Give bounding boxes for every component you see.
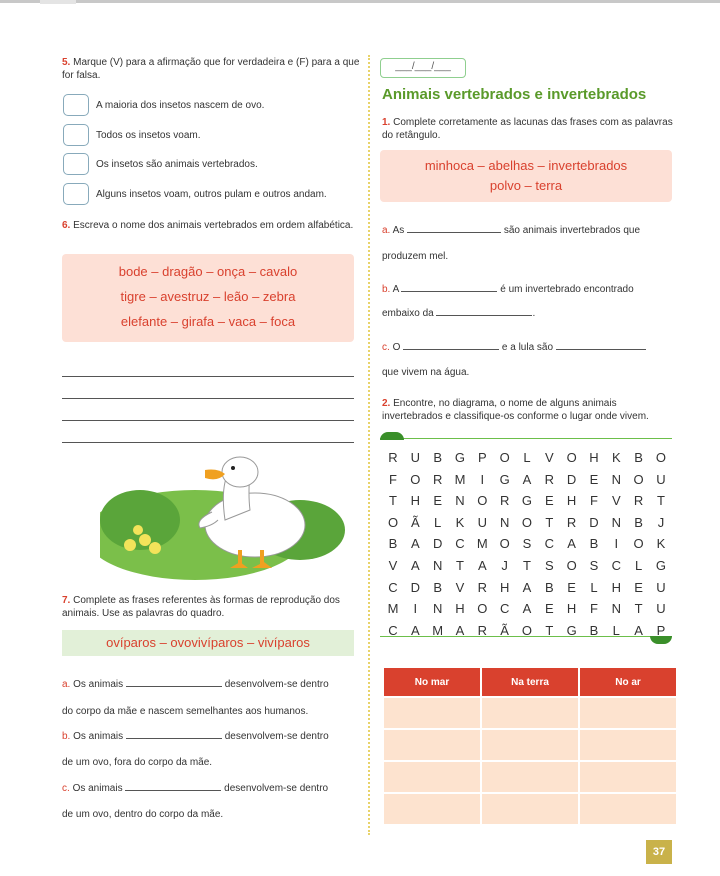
grid-letter[interactable]: C xyxy=(455,536,465,552)
q5-item-1: A maioria dos insetos nascem de ovo. xyxy=(96,100,265,111)
grid-letter[interactable]: J xyxy=(501,557,508,573)
q7-item-a xyxy=(62,678,362,691)
table-cell[interactable] xyxy=(384,762,480,792)
grid-letter[interactable]: K xyxy=(455,514,465,530)
q7-a-letter: a. xyxy=(62,679,71,690)
q1-b-line2: embaixo da . xyxy=(382,308,536,319)
table-cell[interactable] xyxy=(482,762,578,792)
grid-letter[interactable]: A xyxy=(410,557,420,573)
grid-letter[interactable]: K xyxy=(611,450,621,465)
grid-letter[interactable]: U xyxy=(656,471,666,487)
grid-letter[interactable]: M xyxy=(432,622,444,638)
grid-letter[interactable]: A xyxy=(410,536,420,552)
grid-letter[interactable]: E xyxy=(567,579,576,595)
grid-letter[interactable]: M xyxy=(454,471,466,487)
grid-letter[interactable]: N xyxy=(611,514,621,530)
grid-letter[interactable]: T xyxy=(456,557,464,573)
table-header-air: No ar xyxy=(580,668,676,696)
grid-letter[interactable]: O xyxy=(633,471,644,487)
grid-top-line xyxy=(380,438,672,439)
grid-row xyxy=(382,450,672,472)
q6-number: 6. xyxy=(62,220,71,231)
grid-letter[interactable]: O xyxy=(410,471,421,487)
grid-letter[interactable]: I xyxy=(413,601,418,617)
q7-c-end: desenvolvem-se dentro xyxy=(224,783,329,794)
grid-letter[interactable]: O xyxy=(521,622,533,638)
q6-words-2: tigre – avestruz – leão – zebra xyxy=(120,289,296,304)
grid-letter[interactable]: D xyxy=(432,536,443,552)
q1-prompt xyxy=(382,116,674,142)
grid-letter[interactable]: O xyxy=(521,514,533,530)
grid-letter[interactable]: K xyxy=(656,536,666,552)
q5-prompt xyxy=(62,56,362,82)
grid-letter[interactable]: B xyxy=(433,579,442,595)
grid-letter[interactable]: S xyxy=(522,536,532,552)
duck-illustration xyxy=(100,450,350,580)
table-cell[interactable] xyxy=(580,794,676,824)
q1-item-b xyxy=(382,283,674,296)
q6-answer-line-3[interactable] xyxy=(62,420,354,421)
grid-letter[interactable]: J xyxy=(657,514,665,530)
grid-letter[interactable]: F xyxy=(389,471,397,487)
grid-letter[interactable]: N xyxy=(499,514,510,530)
grid-letter[interactable]: N xyxy=(432,601,443,617)
grid-letter[interactable]: B xyxy=(388,536,398,552)
q1-item-a xyxy=(382,224,674,237)
grid-letter[interactable]: D xyxy=(410,579,421,595)
table-cell[interactable] xyxy=(580,698,676,728)
grid-letter[interactable]: E xyxy=(544,601,554,617)
grid-letter[interactable]: B xyxy=(544,579,554,595)
q5-checkbox-4[interactable] xyxy=(63,183,89,205)
q1-number: 1. xyxy=(382,117,391,128)
grid-letter[interactable]: D xyxy=(589,514,599,530)
q1-c-blank-2[interactable] xyxy=(556,349,646,350)
q5-item-4: Alguns insetos voam, outros pulam e outros andam. xyxy=(96,189,327,200)
q1-b-end: é um invertebrado encontrado xyxy=(500,284,634,295)
duck-eye xyxy=(231,466,235,470)
grid-row xyxy=(382,515,672,537)
q1-c-start: O xyxy=(392,342,401,353)
grid-letter[interactable]: L xyxy=(523,450,531,465)
table-cell[interactable] xyxy=(482,730,578,760)
q7-c-blank[interactable] xyxy=(125,790,221,791)
grid-row xyxy=(382,472,672,494)
table-cell[interactable] xyxy=(580,762,676,792)
duck-body xyxy=(205,493,305,557)
grid-letter[interactable]: E xyxy=(544,493,554,509)
q6-answer-line-1[interactable] xyxy=(62,376,354,377)
grid-letter[interactable]: P xyxy=(477,450,487,465)
table-cell[interactable] xyxy=(384,698,480,728)
grid-letter[interactable]: R xyxy=(499,493,510,509)
grid-letter[interactable]: V xyxy=(388,557,398,573)
grid-letter[interactable]: O xyxy=(566,557,577,573)
grid-letter[interactable]: H xyxy=(566,601,577,617)
grid-letter[interactable]: L xyxy=(634,557,643,573)
grid-row xyxy=(382,623,672,645)
q1-item-c xyxy=(382,341,674,354)
grid-letter[interactable]: Ã xyxy=(410,514,420,530)
grid-letter[interactable]: H xyxy=(499,579,510,595)
q7-b-letter: b. xyxy=(62,731,71,742)
grid-letter[interactable]: L xyxy=(590,579,598,595)
grid-letter[interactable]: A xyxy=(567,536,576,552)
grid-letter[interactable]: B xyxy=(433,450,442,465)
q7-b-end: desenvolvem-se dentro xyxy=(224,731,329,742)
duckling-2 xyxy=(139,534,151,546)
grid-letter[interactable]: S xyxy=(589,557,599,573)
q1-b-blank-2[interactable] xyxy=(436,315,532,316)
q5-item-2: Todos os insetos voam. xyxy=(96,130,201,141)
grid-letter[interactable]: S xyxy=(544,557,554,573)
grid-letter[interactable]: U xyxy=(477,514,487,530)
grid-letter[interactable]: E xyxy=(589,471,599,487)
classification-table xyxy=(382,666,678,826)
q1-c-letter: c. xyxy=(382,342,390,353)
grid-letter[interactable]: T xyxy=(545,514,554,530)
grid-letter[interactable]: B xyxy=(589,536,599,552)
duck-head xyxy=(222,457,258,487)
q1-words-1: minhoca – abelhas – invertebrados xyxy=(424,158,628,173)
page-title: Animais vertebrados e invertebrados xyxy=(382,86,647,103)
grid-letter[interactable]: I xyxy=(480,471,485,487)
q7-number: 7. xyxy=(62,595,71,606)
q5-number: 5. xyxy=(62,57,71,68)
q7-item-c xyxy=(62,782,362,795)
grid-letter[interactable]: C xyxy=(499,601,510,617)
q6-answer-line-2[interactable] xyxy=(62,398,354,399)
grid-row xyxy=(382,536,672,558)
grid-letter[interactable]: P xyxy=(656,622,666,638)
table-cell[interactable] xyxy=(384,730,480,760)
grid-letter[interactable]: C xyxy=(388,579,398,595)
grid-letter[interactable]: Ã xyxy=(500,622,509,638)
q7-c-start: Os animais xyxy=(72,783,123,794)
grid-letter[interactable]: T xyxy=(389,493,397,509)
grid-letter[interactable]: C xyxy=(544,536,554,552)
grid-letter[interactable]: F xyxy=(589,601,598,617)
grid-letter[interactable]: T xyxy=(522,557,531,573)
grid-letter[interactable]: A xyxy=(522,579,532,595)
grid-letter[interactable]: V xyxy=(455,579,465,595)
grid-letter[interactable]: C xyxy=(611,557,621,573)
grid-letter[interactable]: V xyxy=(544,450,554,465)
table-cell[interactable] xyxy=(580,730,676,760)
grid-letter[interactable]: E xyxy=(634,579,643,595)
page-number: 37 xyxy=(646,840,672,864)
grid-letter[interactable]: O xyxy=(477,601,488,617)
q5-prompt-text: Marque (V) para a afirmação que for verdadeira e (F) para a que for falsa. xyxy=(62,57,360,81)
q1-word-box xyxy=(380,150,672,202)
grid-letter[interactable]: A xyxy=(522,601,532,617)
table-header-sea: No mar xyxy=(384,668,480,696)
q1-a-start: As xyxy=(392,225,405,236)
q2-prompt xyxy=(382,397,674,423)
grid-letter[interactable]: O xyxy=(387,514,399,530)
grid-top-tab xyxy=(380,432,404,440)
q1-words-2: polvo – terra xyxy=(489,178,563,193)
q7-a-end: desenvolvem-se dentro xyxy=(224,679,329,690)
q6-word-box xyxy=(62,254,354,342)
q7-word-box: ovíparos – ovovivíparos – vivíparos xyxy=(62,630,354,656)
table-header-land: Na terra xyxy=(482,668,578,696)
q6-prompt xyxy=(62,219,356,232)
q1-c-cont: que vivem na água. xyxy=(382,367,470,378)
grid-letter[interactable]: H xyxy=(566,493,577,509)
grid-letter[interactable]: B xyxy=(634,450,643,465)
grid-letter[interactable]: N xyxy=(432,557,443,573)
q5-item-3: Os insetos são animais vertebrados. xyxy=(96,159,258,170)
grid-letter[interactable]: A xyxy=(477,557,487,573)
table-cell[interactable] xyxy=(482,794,578,824)
q7-b-start: Os animais xyxy=(73,731,124,742)
grid-letter[interactable]: H xyxy=(410,493,421,509)
grid-letter[interactable]: H xyxy=(589,450,599,465)
grid-letter[interactable]: E xyxy=(433,493,442,509)
grid-letter[interactable]: R xyxy=(477,622,487,638)
duckling-3 xyxy=(149,542,161,554)
grid-letter[interactable]: N xyxy=(611,471,621,487)
q7-c-letter: c. xyxy=(62,783,70,794)
grid-letter[interactable]: A xyxy=(410,622,420,638)
grid-letter[interactable]: O xyxy=(655,450,666,465)
q1-c-blank-1[interactable] xyxy=(403,349,499,350)
grid-letter[interactable]: B xyxy=(589,622,599,638)
grid-letter[interactable]: G xyxy=(655,557,666,573)
q1-a-letter: a. xyxy=(382,225,391,236)
grid-letter[interactable]: L xyxy=(434,514,442,530)
grid-letter[interactable]: R xyxy=(633,493,644,509)
grid-letter[interactable]: O xyxy=(566,450,577,465)
q1-c-mid: e a lula são xyxy=(501,342,554,353)
q6-words-3: elefante – girafa – vaca – foca xyxy=(120,314,296,329)
grid-letter[interactable]: U xyxy=(656,579,666,595)
grid-letter[interactable]: N xyxy=(611,601,621,617)
grid-letter[interactable]: O xyxy=(499,450,510,465)
q7-c-cont: de um ovo, dentro do corpo da mãe. xyxy=(62,809,224,820)
column-divider xyxy=(368,55,370,835)
grid-letter[interactable]: O xyxy=(477,493,488,509)
grid-letter[interactable]: A xyxy=(634,622,643,638)
grid-letter[interactable]: C xyxy=(388,622,398,638)
grid-letter[interactable]: G xyxy=(454,450,466,465)
grid-letter[interactable]: M xyxy=(476,536,488,552)
table-cell[interactable] xyxy=(384,794,480,824)
grid-letter[interactable]: B xyxy=(634,514,643,530)
word-search-grid xyxy=(382,450,672,644)
q1-b-cont: embaixo da xyxy=(382,308,434,319)
grid-letter[interactable]: D xyxy=(566,471,577,487)
top-bar xyxy=(0,0,720,3)
grid-letter[interactable]: H xyxy=(611,579,621,595)
grid-row xyxy=(382,580,672,602)
grid-letter[interactable]: G xyxy=(499,471,510,487)
grid-row xyxy=(382,558,672,580)
grid-letter[interactable]: R xyxy=(432,471,443,487)
duckling-4 xyxy=(133,525,143,535)
grid-letter[interactable]: V xyxy=(611,493,621,509)
q1-a-end: são animais invertebrados que xyxy=(503,225,641,236)
q2-prompt-text: Encontre, no diagrama, o nome de alguns animais invertebrados e classifique-os conforme o lugar onde vivem. xyxy=(382,398,649,422)
q7-a-blank[interactable] xyxy=(126,686,222,687)
grid-row xyxy=(382,601,672,623)
date-field[interactable]: ___/___/___ xyxy=(380,58,466,78)
grid-letter[interactable]: G xyxy=(521,493,533,509)
duckling-1 xyxy=(124,539,136,551)
q7-b-blank[interactable] xyxy=(126,738,222,739)
q1-b-start: A xyxy=(392,284,399,295)
grid-letter[interactable]: T xyxy=(656,493,665,509)
q6-words-1: bode – dragão – onça – cavalo xyxy=(118,264,298,279)
grid-letter[interactable]: F xyxy=(589,493,598,509)
grid-letter[interactable]: A xyxy=(455,622,465,638)
grid-letter[interactable]: U xyxy=(410,450,421,465)
q6-prompt-text: Escreva o nome dos animais vertebrados em ordem alfabética. xyxy=(73,220,354,231)
grid-letter[interactable]: A xyxy=(522,471,532,487)
grid-letter[interactable]: R xyxy=(477,579,487,595)
q7-a-start: Os animais xyxy=(73,679,124,690)
q7-prompt xyxy=(62,594,356,620)
grid-letter[interactable]: N xyxy=(455,493,465,509)
grid-letter[interactable]: I xyxy=(614,536,619,552)
grid-letter[interactable]: T xyxy=(545,622,554,638)
q1-a-blank[interactable] xyxy=(407,232,501,233)
q2-number: 2. xyxy=(382,398,391,409)
grid-letter[interactable]: O xyxy=(499,536,510,552)
grid-letter[interactable]: R xyxy=(388,450,398,465)
q1-b-letter: b. xyxy=(382,284,391,295)
grid-letter[interactable]: R xyxy=(566,514,577,530)
q1-a-cont: produzem mel. xyxy=(382,251,449,262)
q7-item-b xyxy=(62,730,362,743)
grid-letter[interactable]: R xyxy=(544,471,554,487)
q5-checkbox-3[interactable] xyxy=(63,153,89,175)
grid-letter[interactable]: M xyxy=(387,601,399,617)
q6-answer-line-4[interactable] xyxy=(62,442,354,443)
grid-letter[interactable]: G xyxy=(566,622,577,638)
q7-a-cont: do corpo da mãe e nascem semelhantes aos humanos. xyxy=(62,706,309,717)
q5-checkbox-2[interactable] xyxy=(63,124,89,146)
grid-letter[interactable]: L xyxy=(612,622,620,638)
q7-b-cont: de um ovo, fora do corpo da mãe. xyxy=(62,757,213,768)
grid-letter[interactable]: H xyxy=(455,601,465,617)
q1-b-blank-1[interactable] xyxy=(401,291,497,292)
table-cell[interactable] xyxy=(482,698,578,728)
grid-letter[interactable]: T xyxy=(634,601,643,617)
top-bar-mark xyxy=(40,0,76,4)
q5-checkbox-1[interactable] xyxy=(63,94,89,116)
grid-letter[interactable]: U xyxy=(656,601,666,617)
grid-row xyxy=(382,493,672,515)
q1-prompt-text: Complete corretamente as lacunas das frases com as palavras do retângulo. xyxy=(382,117,673,141)
grid-letter[interactable]: O xyxy=(633,536,644,552)
q7-prompt-text: Complete as frases referentes às formas de reprodução dos animais. Use as palavras do quadro. xyxy=(62,595,340,619)
